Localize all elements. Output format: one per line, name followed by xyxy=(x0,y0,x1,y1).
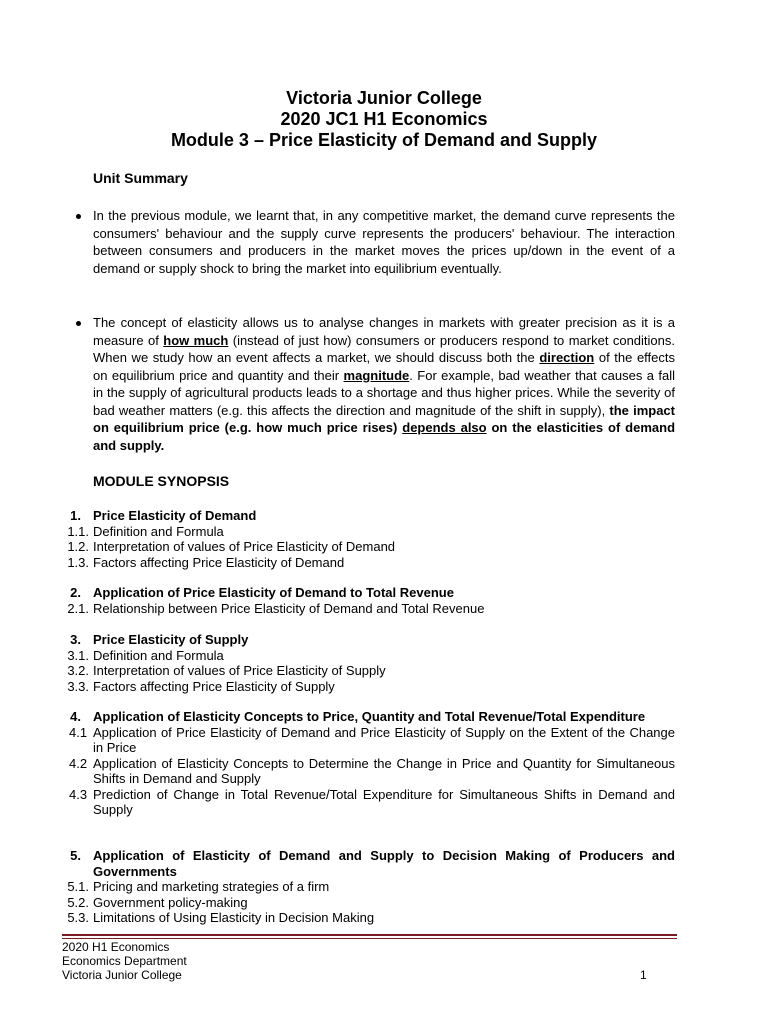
list-item xyxy=(0,787,675,818)
item-number: 3.3. xyxy=(67,678,89,694)
synopsis-section-2 xyxy=(0,585,675,616)
item-number: 4.1 xyxy=(69,724,88,740)
list-item xyxy=(0,679,675,695)
synopsis-section-1 xyxy=(0,508,675,570)
emphasis-depends-also: depends also xyxy=(402,420,487,435)
list-item xyxy=(0,725,675,756)
item-text: Limitations of Using Elasticity in Decision Making xyxy=(93,910,375,925)
item-text: Relationship between Price Elasticity of Demand and Total Revenue xyxy=(93,600,485,616)
synopsis-section-4 xyxy=(0,709,675,818)
footer-college: Victoria Junior College xyxy=(62,968,182,982)
item-text: Factors affecting Price Elasticity of Demand xyxy=(93,554,345,570)
item-number: 3.2. xyxy=(67,663,89,678)
footer-divider xyxy=(62,938,677,939)
bullet2-text: . For example, bad weather that causes a fall in the supply of agricultural products leads to a shortage and thus higher prices. While the severity of bad weather matters (e.g. this affects the direction and magnitude of the shift in supply), xyxy=(93,367,676,418)
bullet2-bold: the impact on equilibrium price (e.g. how much price rises) xyxy=(93,402,675,435)
item-text: Government policy-making xyxy=(93,894,248,910)
bullet2-bold: on the elasticities of demand and supply. xyxy=(93,420,676,453)
list-item xyxy=(0,879,675,895)
section-title: Application of Elasticity Concepts to Price, Quantity and Total Revenue/Total Expenditure xyxy=(93,709,646,724)
item-text: Factors affecting Price Elasticity of Supply xyxy=(93,678,335,694)
list-item xyxy=(0,539,675,555)
list-item xyxy=(0,910,675,926)
list-item xyxy=(0,648,675,664)
section-number: 5. xyxy=(70,848,81,863)
module-synopsis-heading: MODULE SYNOPSIS xyxy=(93,473,230,489)
item-text: Interpretation of values of Price Elasticity of Demand xyxy=(93,539,396,554)
emphasis-how-much: how much xyxy=(163,332,229,348)
emphasis-magnitude: magnitude xyxy=(343,367,410,383)
list-item xyxy=(0,555,675,571)
page-footer xyxy=(62,940,187,982)
item-number: 5.1. xyxy=(67,879,89,894)
list-item xyxy=(0,663,675,679)
bullet2-text: of the effects on equilibrium price and quantity and their xyxy=(93,350,676,383)
section-title: Price Elasticity of Demand xyxy=(93,508,257,523)
page-number: 1 xyxy=(640,968,647,982)
section-heading xyxy=(0,709,675,725)
bullet2-text: The concept of elasticity allows us to analyse changes in markets with greater precision as it is a measure of xyxy=(93,315,675,348)
unit-summary-heading: Unit Summary xyxy=(93,170,188,186)
section-heading xyxy=(0,632,675,648)
item-number: 4.3 xyxy=(69,786,88,802)
emphasis-direction: direction xyxy=(539,350,595,365)
footer-department: Economics Department xyxy=(62,954,187,968)
item-text: Pricing and marketing strategies of a firm xyxy=(93,879,330,894)
item-number: 1.3. xyxy=(67,554,89,570)
section-heading xyxy=(0,508,675,524)
item-text: Interpretation of values of Price Elasticity of Supply xyxy=(93,663,386,678)
summary-bullet-2 xyxy=(93,314,675,454)
synopsis-section-3 xyxy=(0,632,675,694)
title-course: 2020 JC1 H1 Economics xyxy=(280,109,488,129)
section-title: Application of Price Elasticity of Demand to Total Revenue xyxy=(93,585,454,600)
item-number: 3.1. xyxy=(67,647,89,663)
footer-divider xyxy=(62,934,677,936)
section-title: Application of Elasticity of Demand and Supply to Decision Making of Producers and Governments xyxy=(93,848,675,879)
summary-bullet-1: In the previous module, we learnt that, in any competitive market, the demand curve represents the consumers' behaviour and the supply curve represents the producers' behaviour. The interaction between consumers and producers in the market moves the prices up/down in the event of a demand or supply shock to bring the market into equilibrium eventually. xyxy=(93,208,675,276)
section-title: Price Elasticity of Supply xyxy=(93,632,249,647)
item-number: 5.3. xyxy=(67,910,89,925)
item-text: Application of Elasticity Concepts to Determine the Change in Price and Quantity for Simultaneous Shifts in Demand and Supply xyxy=(93,755,675,786)
section-number: 2. xyxy=(70,585,81,600)
item-text: Prediction of Change in Total Revenue/Total Expenditure for Simultaneous Shifts in Demand and Supply xyxy=(93,786,675,817)
list-item xyxy=(0,524,675,540)
list-item xyxy=(0,601,675,617)
list-item xyxy=(0,895,675,911)
footer-course: 2020 H1 Economics xyxy=(62,940,170,954)
synopsis-section-5 xyxy=(0,848,675,926)
item-number: 2.1. xyxy=(67,600,89,616)
bullet2-text: (instead of just how) consumers or producers respond to market conditions. When we study how an event affects a market, we should discuss both the xyxy=(93,332,675,365)
item-number: 1.1. xyxy=(67,523,89,539)
item-text: Definition and Formula xyxy=(93,647,224,663)
title-module: Module 3 – Price Elasticity of Demand and Supply xyxy=(170,130,598,150)
document-title xyxy=(0,88,768,151)
list-item xyxy=(0,756,675,787)
item-number: 1.2. xyxy=(67,539,89,554)
item-text: Definition and Formula xyxy=(93,523,224,539)
section-heading xyxy=(0,585,675,601)
item-number: 5.2. xyxy=(67,894,89,910)
title-college: Victoria Junior College xyxy=(286,88,482,108)
item-text: Application of Price Elasticity of Demand and Price Elasticity of Supply on the Extent of the Change in Price xyxy=(93,724,675,755)
section-number: 4. xyxy=(70,709,81,724)
section-number: 3. xyxy=(70,632,81,647)
section-heading xyxy=(0,848,675,879)
section-number: 1. xyxy=(70,508,81,523)
item-number: 4.2 xyxy=(69,755,88,771)
